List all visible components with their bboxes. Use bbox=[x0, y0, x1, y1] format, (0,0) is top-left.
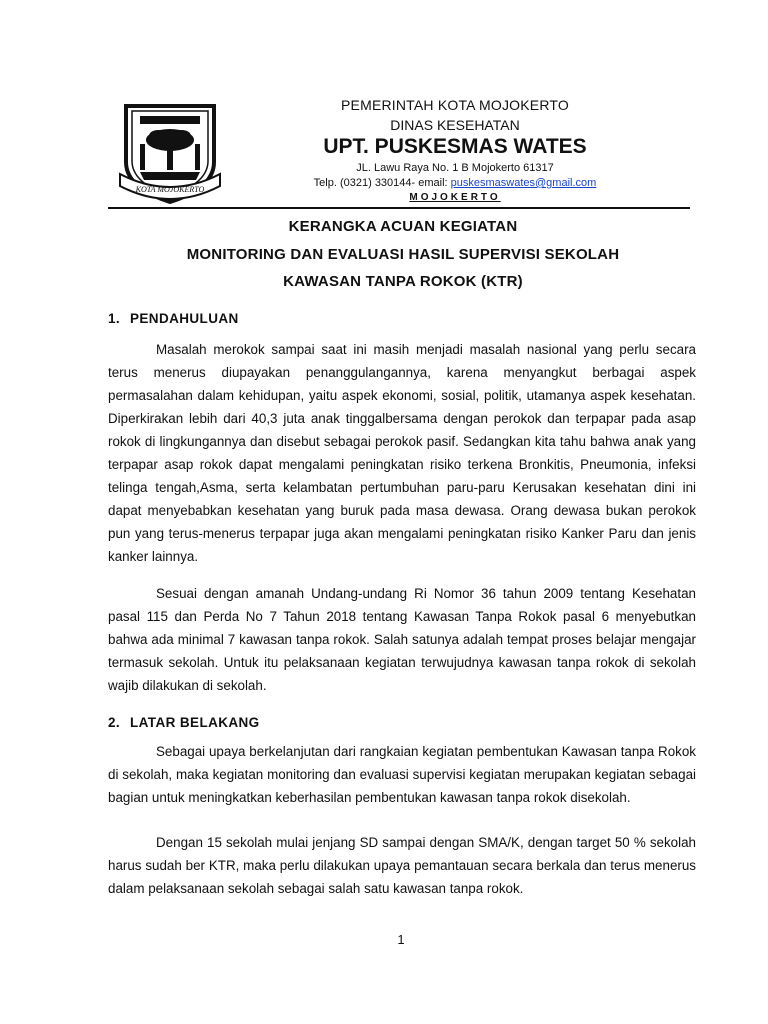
section-heading-latar-belakang bbox=[108, 715, 260, 730]
city-seal-logo bbox=[118, 100, 222, 206]
section-title: PENDAHULUAN bbox=[130, 311, 239, 326]
section-number: 2. bbox=[108, 715, 121, 730]
paragraph: Sesuai dengan amanah Undang-undang Ri Nomor 36 tahun 2009 tentang Kesehatan pasal 115 dan Perda No 7 Tahun 2018 tentang Kawasan Tanpa Rokok pasal 6 menyebutkan bahwa ada minimal 7 kawasan tanpa rokok. Salah satunya adalah tempat proses belajar mengajar termasuk sekolah. Untuk itu pelaksanaan kegiatan terwujudnya kawasan tanpa rokok di sekolah wajib dilakukan di sekolah. bbox=[108, 586, 696, 693]
section-number: 1. bbox=[108, 311, 121, 326]
logo-ribbon-text: KOTA MOJOKERTO bbox=[135, 185, 205, 194]
city-name: MOJOKERTO bbox=[409, 192, 501, 203]
agency-name: DINAS KESEHATAN bbox=[390, 117, 520, 133]
section-heading-pendahuluan bbox=[108, 311, 239, 326]
email-link[interactable]: puskesmaswates@gmail.com bbox=[450, 177, 597, 189]
document-subtitle-2: KAWASAN TANPA ROKOK (KTR) bbox=[283, 273, 523, 290]
paragraph: Sebagai upaya berkelanjutan dari rangkaian kegiatan pembentukan Kawasan tanpa Rokok di sekolah, maka kegiatan monitoring dan evaluasi supervisi kegiatan merupakan kegiatan sebagai bagian untuk meningkatkan keberhasilan pembentukan kawasan tanpa rokok disekolah. bbox=[108, 744, 696, 805]
institution-name: UPT. PUSKESMAS WATES bbox=[323, 135, 587, 158]
document-title: KERANGKA ACUAN KEGIATAN bbox=[288, 218, 518, 235]
address-line: JL. Lawu Raya No. 1 B Mojokerto 61317 bbox=[356, 162, 554, 174]
letterhead-divider bbox=[108, 207, 690, 209]
paragraph: Dengan 15 sekolah mulai jenjang SD sampai dengan SMA/K, dengan target 50 % sekolah harus sudah ber KTR, maka perlu dilakukan upaya pemantauan secara berkala dan terus menerus dalam pelaksanaan sekolah sebagai salah satu kawasan tanpa rokok. bbox=[108, 835, 696, 896]
paragraph: Masalah merokok sampai saat ini masih menjadi masalah nasional yang perlu secara terus menerus diupayakan penanggulangannya, karena menyangkut berbagai aspek permasalahan dalam kehidupan, yaitu aspek ekonomi, sosial, politik, utamanya aspek kesehatan. Diperkirakan lebih dari 40,3 juta anak tinggalbersama dengan perokok dan terpapar pada asap rokok di lingkungannya dan disebut sebagai perokok pasif. Sedangkan kita tahu bahwa anak yang terpapar asap rokok dapat mengalami peningkatan risiko terkena Bronkitis, Pneumonia, infeksi telinga tengah,Asma, serta kelambatan pertumbuhan paru-paru Kerusakan kesehatan dini ini dapat menyebabkan kesehatan yang buruk pada masa dewasa. Orang dewasa bukan perokok pun yang terus-menerus terpapar juga akan mengalami peningkatan risiko Kanker Paru dan jenis kanker lainnya. bbox=[108, 342, 696, 564]
document-subtitle: MONITORING DAN EVALUASI HASIL SUPERVISI SEKOLAH bbox=[186, 246, 620, 263]
telp-label: Telp. (0321) 330144- email: bbox=[313, 177, 451, 189]
section-title: LATAR BELAKANG bbox=[130, 715, 260, 730]
government-name: PEMERINTAH KOTA MOJOKERTO bbox=[341, 97, 569, 113]
contact-line bbox=[240, 177, 670, 189]
page-number: 1 bbox=[397, 932, 405, 947]
